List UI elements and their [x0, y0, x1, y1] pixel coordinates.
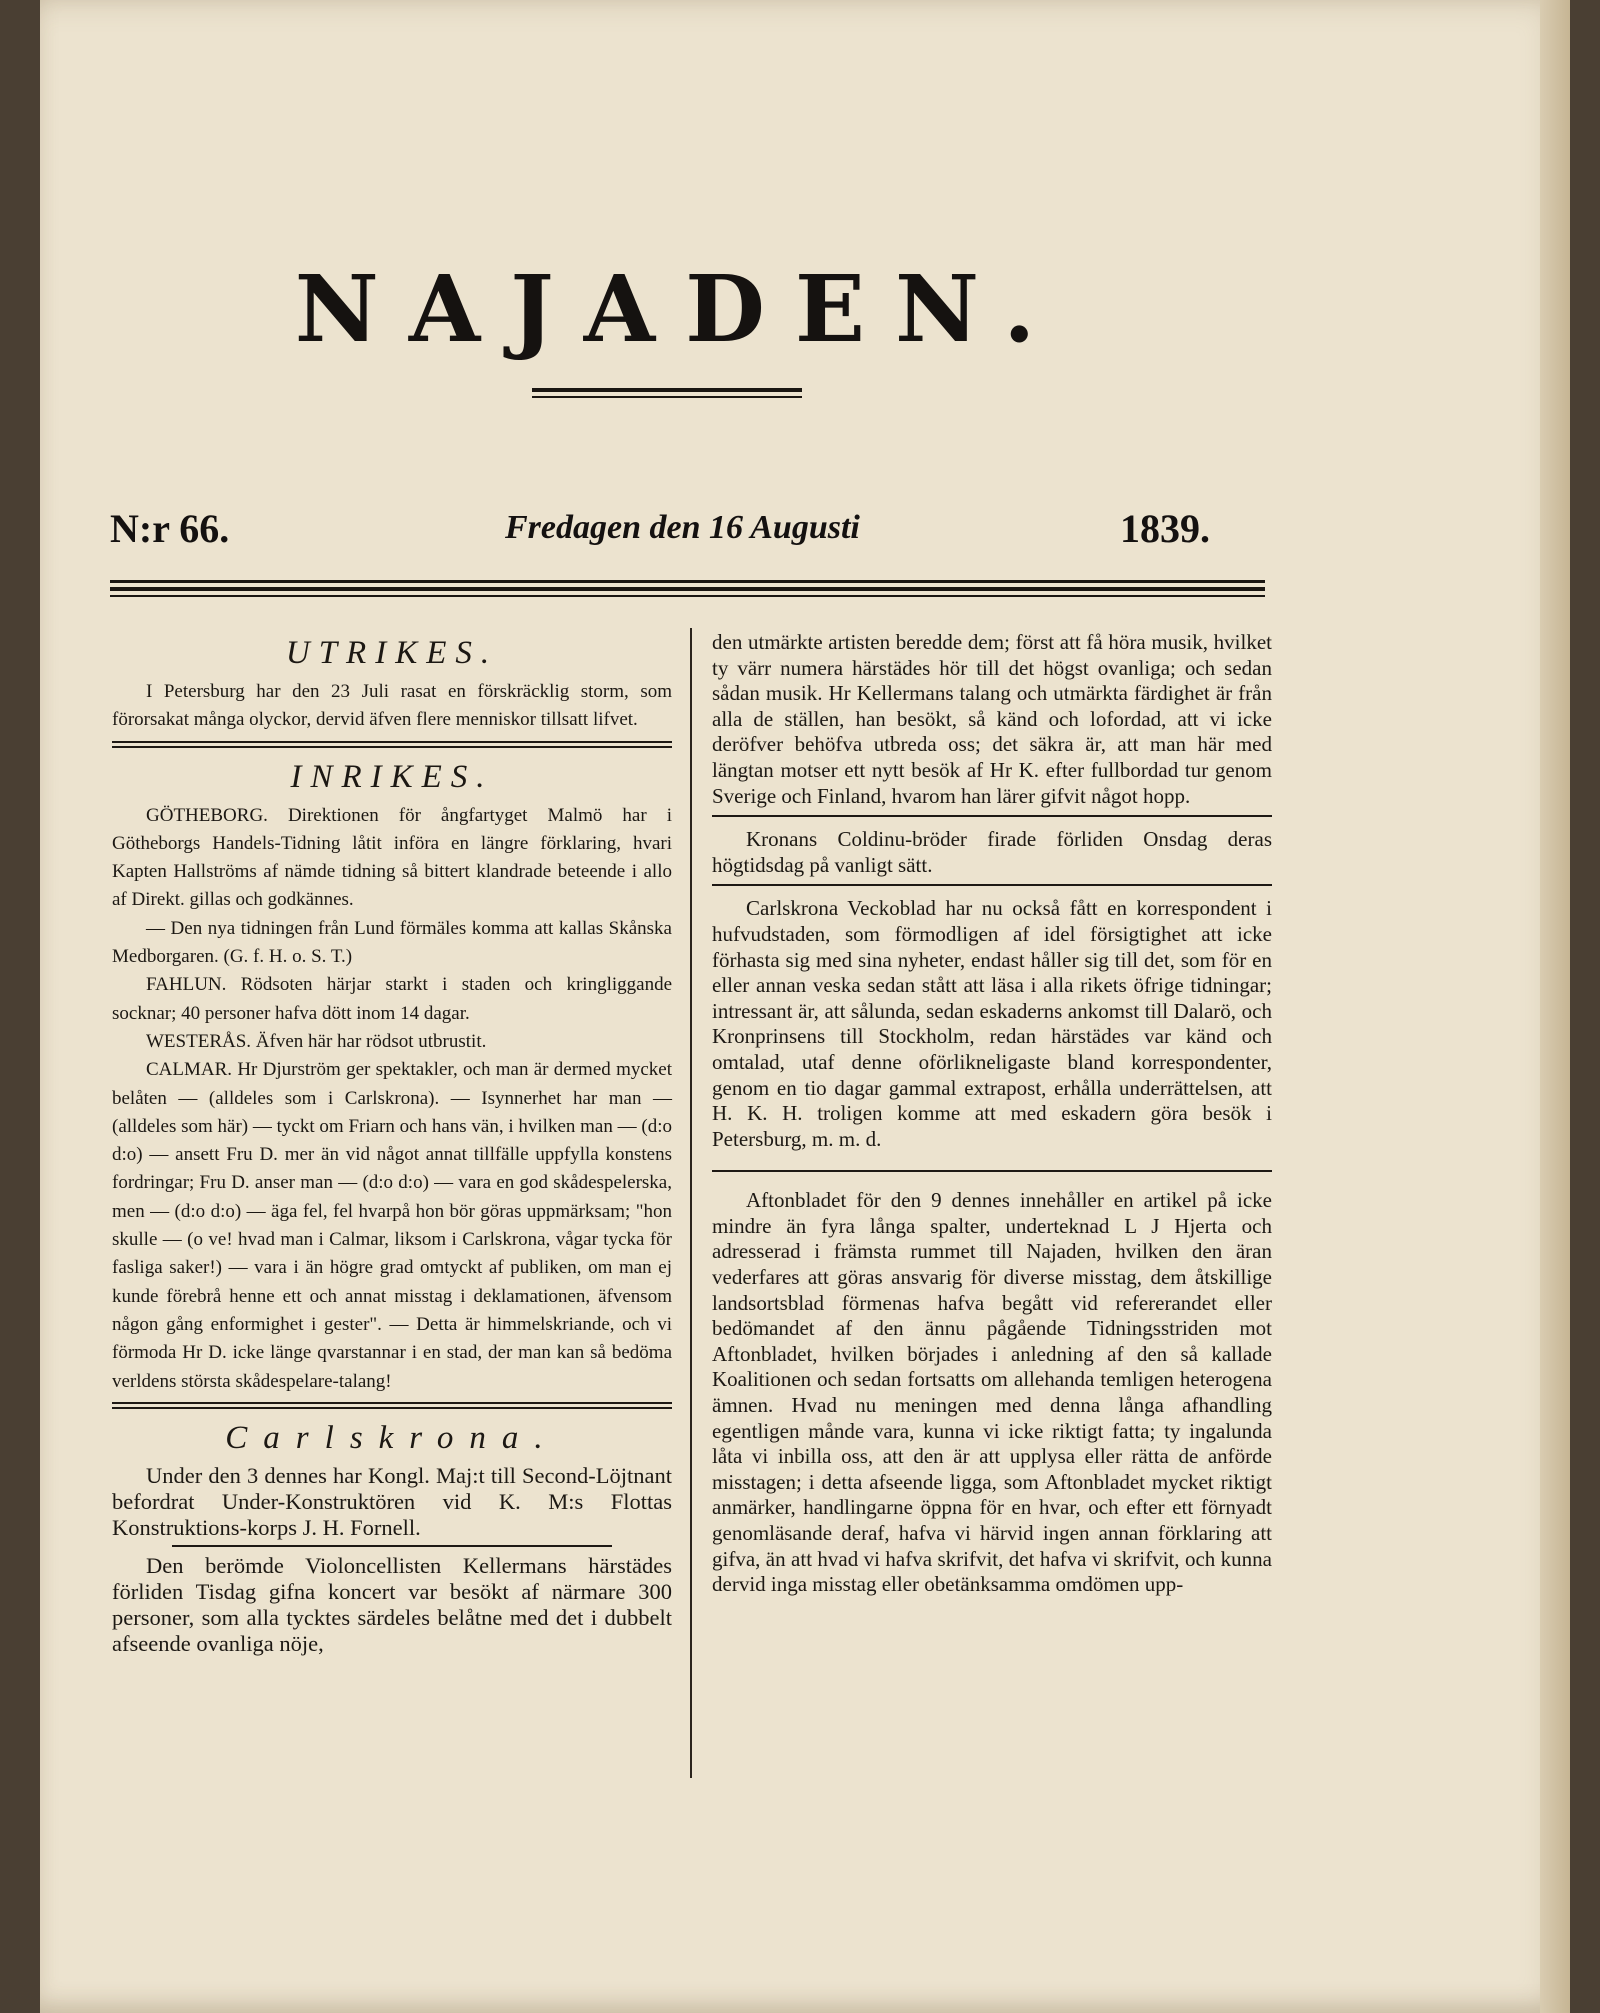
- left-column: [112, 630, 672, 1657]
- coldinu-article: Kronans Coldinu-bröder firade förliden Onsdag deras högtidsdag på vanligt sätt.: [712, 827, 1272, 877]
- aftonbladet-article: Aftonbladet för den 9 dennes innehåller en artikel på icke mindre än fyra långa spalter, underteknad L J Hjerta och adresserad i främsta rummet till Najaden, hvilken den äran vederfares att göras ansvarig för diverse misstag, dem åtskillige landsortsblad förmenas hafva begått vid refererandet eller bedömandet af den ännu pågående Tidningsstriden mot Aftonbladet, hvilken börjades i anledning af den så kallade Koalitionen och sedan fortsatts om allehanda temligen heterogena ämnen. Hvad nu meningen med denna långa afhandling egentligen månde vara, kunna vi icke riktigt fatta; ty ingalunda låta vi inbilla oss, att den är att upplysa eller rätta de anförde misstagen; i detta afseende ligga, som Aftonbladet mycket riktigt anmärker, handlingarne öppna för en hvar, och efter ett förnyadt genomläsande deraf, hafva vi härvid ingen annan förklaring att gifva, än att hvad vi hafva skrifvit, det hafva vi skrifvit, och kunna dervid inga misstag eller obetänksamma omdömen upp-: [712, 1188, 1272, 1597]
- header-rule-3: [110, 595, 1265, 597]
- carlskrona-heading: Carlskrona.: [225, 1419, 559, 1456]
- issue-number: N:r 66.: [110, 506, 230, 551]
- newspaper-page: [40, 0, 1570, 2013]
- section-rule: [712, 815, 1272, 817]
- issue-year: 1839.: [1120, 506, 1210, 551]
- veckoblad-article: Carlskrona Veckoblad har nu också fått en korrespondent i hufvudstaden, som förmodligen af idel försigtighet att icke förhasta sig med sina nyheter, endast håller sig till det, som för en eller annan veska sedan stått att läsa i alla rikets öfrige tidningar; intressant är, att sålunda, sedan eskaderns ankomst till Dalarö, och Kronprinsens till Stockholm, redan härstädes var känd och omtalad, utaf denne oförlikneligaste bland korrespondenter, genom en tio dagar gammal extrapost, erhålla underrättelsen, att H. K. H. troligen komme att med eskadern göra besök i Petersburg, m. m. d.: [712, 896, 1272, 1151]
- masthead-rule-bottom: [532, 396, 802, 398]
- carlskrona-promotion: Under den 3 dennes har Kongl. Maj:t till Second-Löjtnant befordrat Under-Konstruktören vid K. M:s Flottas Konstruktions-korps J. H. Fornell.: [112, 1462, 672, 1540]
- westeras-article: WESTERÅS. Äfven här har rödsot utbrustit.: [146, 1030, 487, 1052]
- section-rule: [112, 1402, 672, 1409]
- right-column: [712, 630, 1272, 1598]
- header-rule-1: [110, 580, 1265, 583]
- inrikes-heading: INRIKES.: [290, 758, 494, 795]
- kellerman-concert: Den berömde Violoncellisten Kellermans härstädes förliden Tisdag gifna koncert var besökt af närmare 300 personer, som alla tycktes särdeles belåtne med det i dubbelt afseende ovanliga nöje,: [112, 1552, 672, 1656]
- goteborg-article: GÖTHEBORG. Direktionen för ångfartyget Malmö har i Götheborgs Handels-Tidning låtit införa en längre förklaring, hvari Kapten Hallströms af nämde tidning så bittert klandrade beteende i allo af Direkt. gillas och godkännes.: [112, 804, 672, 911]
- section-rule: [712, 1170, 1272, 1172]
- utrikes-heading: UTRIKES.: [285, 635, 499, 671]
- column-divider: [690, 628, 692, 1778]
- section-rule: [112, 741, 672, 748]
- section-rule: [712, 884, 1272, 886]
- issue-date: Fredagen den 16 Augusti: [505, 509, 860, 546]
- utrikes-text: I Petersburg har den 23 Juli rasat en förskräcklig storm, som förorsakat många olyckor, dervid äfven flere menniskor tillsatt lifvet.: [112, 681, 672, 731]
- fahlun-article: FAHLUN. Rödsoten härjar starkt i staden och kringliggande socknar; 40 personer hafva dött inom 14 dagar.: [112, 974, 672, 1024]
- page-edge: [1540, 0, 1570, 2013]
- issue-line: [110, 505, 1230, 565]
- kellerman-continued: den utmärkte artisten beredde dem; först att få höra musik, hvilket ty värr numera härstädes hör till det högst ovanliga; och sedan sådan musik. Hr Kellermans talang och utmärkta färdighet är från alla de ställen, han besökt, så känd och lofordad, att vi icke deröfver behöfva utbreda oss; det säkra är, att man här med längtan motser ett nytt besök af Hr K. efter fullbordad tur genom Sverige och Finland, hvarom han lärer gifvit något hopp.: [712, 630, 1272, 808]
- short-rule: [172, 1545, 612, 1547]
- lund-article: — Den nya tidningen från Lund förmäles komma att kallas Skånska Medborgaren. (G. f. H. o. S. T.): [112, 917, 672, 968]
- masthead-title: NAJADEN.: [294, 255, 1066, 363]
- masthead-rule-top: [532, 388, 802, 392]
- calmar-article: CALMAR. Hr Djurström ger spektakler, och man är dermed mycket belåten — (alldeles som i Carlskrona). — Isynnerhet har man — (alldeles som här) — tyckt om Friarn och hans vän, i hvilken man — (d:o d:o) — ansett Fru D. mer än vid något annat tillfälle uppfylla konstens fordringar; Fru D. anser man — (d:o d:o) — vara en god skådespelerska, men — (d:o d:o) — äga fel, fel hvarpå hon bör göras uppmärksam; "hon skulle — (o ve! hvad man i Calmar, liksom i Carlskrona, vågar tycka för fasliga saker!) — vara i än högre grad omtyckt af publiken, om man ej kunde förebrå henne ett och annat misstag i deklamationen, äfvensom någon gång enformighet i gester". — Detta är himmelskriande, och vi förmoda Hr D. icke länge qvarstannar i en stad, der man kan så bedöma verldens största skådespelare-talang!: [112, 1059, 672, 1392]
- header-rule-2: [110, 587, 1265, 591]
